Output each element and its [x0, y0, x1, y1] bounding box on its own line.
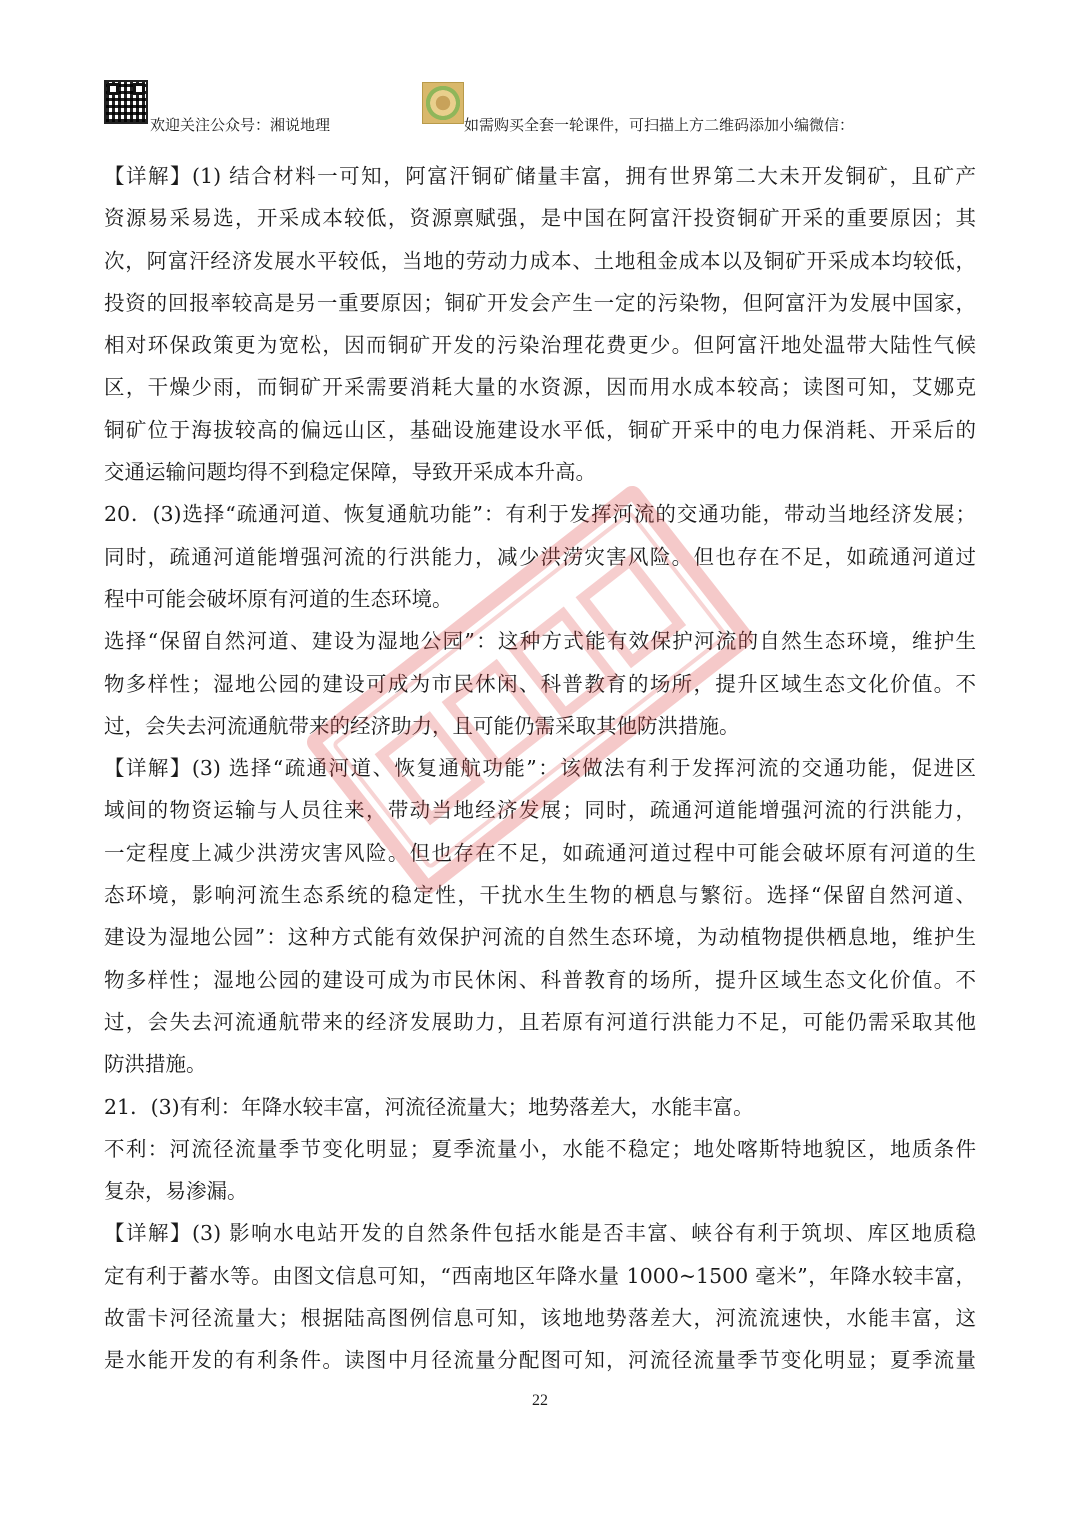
- text-line: 次，阿富汗经济发展水平较低，当地的劳动力成本、土地租金成本以及铜矿开采成本均较低，: [104, 248, 976, 273]
- qr-code-icon: [104, 80, 148, 124]
- header-right-text: 如需购买全套一轮课件，可扫描上方二维码添加小编微信：: [464, 116, 855, 134]
- text-line: 资源易采易选，开采成本较低，资源禀赋强，是中国在阿富汗投资铜矿开采的重要原因；其: [104, 206, 976, 231]
- text-line: 【详解】(1) 结合材料一可知，阿富汗铜矿储量丰富，拥有世界第二大未开发铜矿，且矿产: [104, 164, 976, 188]
- text-line: 物多样性；湿地公园的建设可成为市民休闲、科普教育的场所，提升区域生态文化价值。不: [104, 671, 976, 696]
- text-line: 21．(3)有利：年降水较丰富，河流径流量大；地势落差大，水能丰富。: [104, 1094, 754, 1119]
- text-line: 程中可能会破坏原有河道的生态环境。: [104, 586, 453, 611]
- text-line: 【详解】(3) 选择“疏通河道、恢复通航功能”：该做法有利于发挥河流的交通功能，促进区: [104, 756, 976, 781]
- text-line: 建设为湿地公园”：这种方式能有效保护河流的自然生态环境，为动植物提供栖息地，维护生: [104, 925, 976, 950]
- text-line: 铜矿位于海拔较高的偏远山区，基础设施建设水平低，铜矿开采中的电力保消耗、开采后的: [104, 417, 976, 442]
- text-line: 定有利于蓄水等。由图文信息可知，“西南地区年降水量 1000~1500 毫米”，年降水较丰富，: [104, 1263, 976, 1288]
- text-line: 同时，疏通河道能增强河流的行洪能力，减少洪涝灾害风险。但也存在不足，如疏通河道过: [104, 544, 976, 569]
- text-line: 域间的物资运输与人员往来，带动当地经济发展；同时，疏通河道能增强河流的行洪能力，: [104, 798, 976, 823]
- text-line: 态环境，影响河流生态系统的稳定性，干扰水生生物的栖息与繁衍。选择“保留自然河道、: [104, 883, 976, 908]
- text-line: 物多样性；湿地公园的建设可成为市民休闲、科普教育的场所，提升区域生态文化价值。不: [104, 967, 976, 992]
- text-line: 防洪措施。: [104, 1052, 207, 1077]
- text-line: 区，干燥少雨，而铜矿开采需要消耗大量的水资源，因而用水成本较高；读图可知，艾娜克: [104, 375, 976, 400]
- text-line: 交通运输问题均得不到稳定保障，导致开采成本升高。: [104, 460, 596, 485]
- page-number: 22: [532, 1392, 548, 1409]
- text-line: 是水能开发的有利条件。读图中月径流量分配图可知，河流径流量季节变化明显；夏季流量: [104, 1348, 976, 1373]
- document-body: [104, 155, 976, 1382]
- text-line: 故雷卡河径流量大；根据陆高图例信息可知，该地地势落差大，河流流速快，水能丰富，这: [104, 1306, 976, 1331]
- text-line: 选择“保留自然河道、建设为湿地公园”：这种方式能有效保护河流的自然生态环境，维护生: [104, 629, 976, 654]
- text-line: 【详解】(3) 影响水电站开发的自然条件包括水能是否丰富、峡谷有利于筑坝、库区地质稳: [104, 1221, 976, 1246]
- page-header: [104, 80, 984, 134]
- text-line: 投资的回报率较高是另一重要原因；铜矿开发会产生一定的污染物，但阿富汗为发展中国家，: [104, 290, 976, 315]
- text-line: 复杂，易渗漏。: [104, 1179, 248, 1204]
- text-line: 相对环保政策更为宽松，因而铜矿开发的污染治理花费更少。但阿富汗地处温带大陆性气候: [104, 333, 976, 358]
- text-line: 一定程度上减少洪涝灾害风险。但也存在不足，如疏通河道过程中可能会破坏原有河道的生: [104, 840, 976, 865]
- text-line: 不利：河流径流量季节变化明显；夏季流量小，水能不稳定；地处喀斯特地貌区，地质条件: [104, 1136, 976, 1161]
- text-line: 20．(3)选择“疏通河道、恢复通航功能”：有利于发挥河流的交通功能，带动当地经济发展；: [104, 502, 976, 527]
- header-left-text: 欢迎关注公众号：湘说地理: [150, 116, 331, 134]
- text-line: 过，会失去河流通航带来的经济助力，且可能仍需采取其他防洪措施。: [104, 713, 740, 738]
- text-line: 过，会失去河流通航带来的经济发展助力，且若原有河道行洪能力不足，可能仍需采取其他: [104, 1009, 976, 1034]
- wechat-qr-image: [422, 82, 464, 124]
